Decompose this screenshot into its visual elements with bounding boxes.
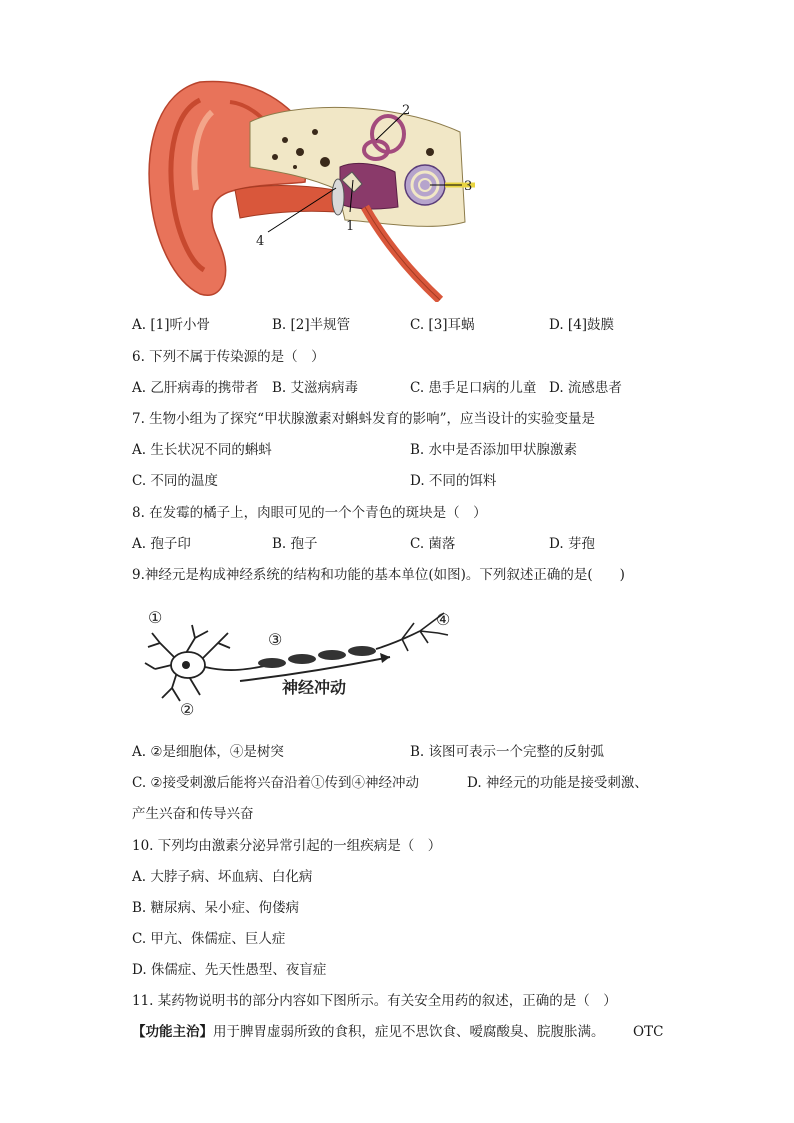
q9-option-b: B. 该图可表示一个完整的反射弧 bbox=[410, 744, 605, 760]
q11-excerpt bbox=[132, 1022, 605, 1042]
ear-illustration bbox=[140, 72, 480, 302]
q6-option-b: B. 艾滋病病毒 bbox=[272, 380, 359, 396]
q9-option-d-continued: 产生兴奋和传导兴奋 bbox=[132, 806, 254, 822]
ear-label-1: 1 bbox=[346, 219, 355, 234]
neuron-illustration bbox=[140, 603, 470, 725]
q9-option-c: C. ②接受刺激后能将兴奋沿着①传到④神经冲动 bbox=[132, 775, 420, 791]
q5-option-a: A. [1]听小骨 bbox=[132, 317, 210, 333]
q7-option-a: A. 生长状况不同的蝌蚪 bbox=[132, 442, 272, 458]
q5-option-c: C. [3]耳蜗 bbox=[410, 317, 475, 333]
neuron-label-4: ④ bbox=[436, 610, 451, 629]
q11-excerpt-heading: 【功能主治】 bbox=[132, 1024, 213, 1040]
q8-option-b: B. 孢子 bbox=[272, 536, 318, 552]
neuron-label-1: ① bbox=[148, 608, 163, 627]
q7-option-d: D. 不同的饵料 bbox=[410, 473, 497, 489]
q9-option-d: D. 神经元的功能是接受刺激、 bbox=[467, 775, 648, 791]
q5-option-d: D. [4]鼓膜 bbox=[549, 317, 615, 333]
neuron-caption: 神经冲动 bbox=[282, 678, 347, 697]
q10-option-c: C. 甲亢、侏儒症、巨人症 bbox=[132, 931, 286, 947]
q10-option-b: B. 糖尿病、呆小症、佝偻病 bbox=[132, 900, 300, 916]
q10-option-a: A. 大脖子病、坏血病、白化病 bbox=[132, 869, 313, 885]
ear-diagram bbox=[140, 72, 480, 302]
ear-label-4: 4 bbox=[256, 234, 265, 249]
q6-option-c: C. 患手足口病的儿童 bbox=[410, 380, 537, 396]
otc-mark: OTC bbox=[633, 1024, 664, 1040]
q8-option-a: A. 孢子印 bbox=[132, 536, 191, 552]
q6-option-d: D. 流感患者 bbox=[549, 380, 622, 396]
q8-option-c: C. 菌落 bbox=[410, 536, 456, 552]
q11-excerpt-body: 用于脾胃虚弱所致的食积，症见不思饮食、嗳腐酸臭、脘腹胀满。 bbox=[213, 1024, 605, 1040]
q6-stem: 6. 下列不属于传染源的是（ ） bbox=[132, 349, 325, 365]
neuron-label-3: ③ bbox=[268, 630, 283, 649]
q10-stem: 10. 下列均由激素分泌异常引起的一组疾病是（ ） bbox=[132, 838, 442, 854]
neuron-diagram bbox=[140, 603, 470, 725]
q5-option-b: B. [2]半规管 bbox=[272, 317, 351, 333]
q11-stem: 11. 某药物说明书的部分内容如下图所示。有关安全用药的叙述，正确的是（ ） bbox=[132, 993, 617, 1009]
q7-option-c: C. 不同的温度 bbox=[132, 473, 218, 489]
ear-label-2: 2 bbox=[402, 103, 411, 118]
q8-stem: 8. 在发霉的橘子上，肉眼可见的一个个青色的斑块是（ ） bbox=[132, 505, 487, 521]
q6-option-a: A. 乙肝病毒的携带者 bbox=[132, 380, 259, 396]
q8-option-d: D. 芽孢 bbox=[549, 536, 595, 552]
ear-label-3: 3 bbox=[464, 179, 473, 194]
q7-option-b: B. 水中是否添加甲状腺激素 bbox=[410, 442, 578, 458]
q10-option-d: D. 侏儒症、先天性愚型、夜盲症 bbox=[132, 962, 327, 978]
q9-option-a: A. ②是细胞体，④是树突 bbox=[132, 744, 284, 760]
neuron-label-2: ② bbox=[180, 700, 195, 719]
q9-stem: 9.神经元是构成神经系统的结构和功能的基本单位(如图)。下列叙述正确的是( ) bbox=[132, 567, 625, 583]
q7-stem: 7. 生物小组为了探究“甲状腺激素对蝌蚪发育的影响”，应当设计的实验变量是 bbox=[132, 411, 595, 427]
